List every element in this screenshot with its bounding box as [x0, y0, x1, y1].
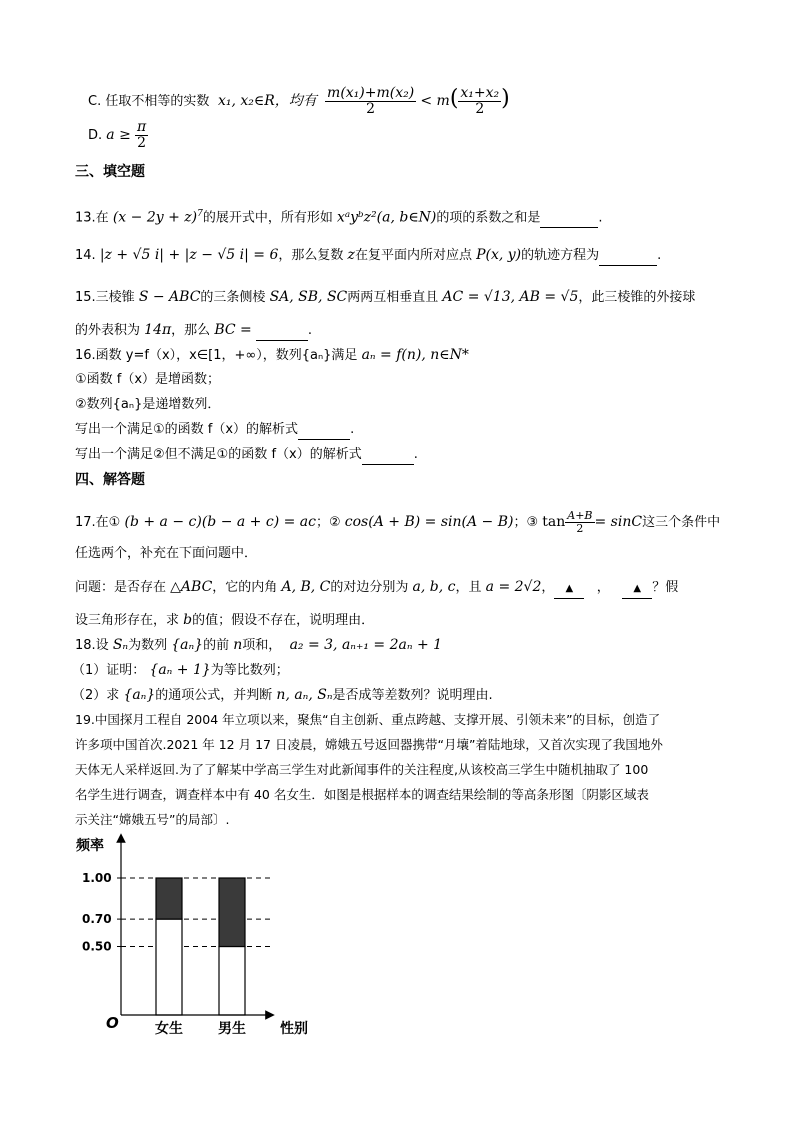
q17-text-l4a: 设三角形存在，求: [75, 613, 180, 628]
question-19-line-3: 天体无人采样返回.为了了解某中学高三学生对此新闻事件的关注程度,从该校高三学生中随机抽取了 100: [75, 762, 649, 777]
q15-end: .: [307, 323, 313, 338]
q16-answer-blank-1[interactable]: [298, 421, 350, 440]
q14-point: P(x, y): [476, 247, 522, 263]
q17-condition-3: = sinC: [594, 514, 643, 530]
q17-text-l3a: 问题：是否存在: [75, 580, 167, 595]
q17-text-l3c: ，它的内角: [212, 580, 278, 595]
question-14: [75, 246, 661, 266]
q15-edges: SA, SB, SC: [269, 289, 348, 305]
q17-text-e: ；③: [513, 515, 539, 530]
question-18-line-3: [72, 686, 493, 705]
section-title-fill-blank: 三、填空题: [75, 164, 145, 180]
q17-condition-2: cos(A + B) = sin(A − B): [344, 514, 514, 530]
q15-text-g: ，此三棱锥的外接球: [578, 290, 696, 305]
q17-text-i: 这三个条件中: [642, 515, 721, 530]
q16-text-a: 16.函数 y=f（x），x∈[1，+∞），数列{aₙ}满足: [75, 348, 358, 363]
q15-text-c: 的三条侧棱: [200, 290, 266, 305]
question-17-line-3: [75, 578, 678, 599]
q18-text-l3e: 是否成等差数列？说明理由.: [332, 688, 493, 703]
q15-text-l2a: 的外表积为: [75, 323, 141, 338]
y-axis-label: 频率: [76, 838, 104, 854]
chart-category-labels: [155, 1020, 246, 1037]
q17-triangle-mark-1: ▲: [565, 583, 574, 594]
question-13: [75, 205, 603, 228]
q15-answer-blank[interactable]: [256, 322, 308, 341]
chart-tick-labels: [82, 871, 112, 954]
q18-n: n: [233, 637, 243, 653]
chart-bars: [156, 878, 245, 1015]
q18-text-l2a: （1）证明：: [72, 663, 146, 678]
q17-blank-1[interactable]: [554, 579, 584, 599]
q17-triangle: △ABC: [170, 579, 213, 595]
q16-text-l4: 写出一个满足①的函数 f（x）的解析式: [75, 422, 299, 437]
q18-text-g: 项和，: [242, 638, 282, 653]
option-c-vars: x₁, x₂: [217, 93, 254, 109]
q17-triangle-mark-2: ▲: [633, 583, 642, 594]
category-label: 男生: [218, 1021, 246, 1037]
chart-grid: [117, 878, 270, 947]
bar-segment-1-1: [156, 919, 182, 1015]
q18-sn: Sₙ: [112, 637, 129, 653]
q13-term: xᵃyᵇz²(a, b∈N): [337, 209, 437, 226]
option-d: [88, 120, 148, 151]
bar-segment-2-1: [219, 947, 245, 1016]
question-18-line-2: [72, 661, 289, 680]
q18-seq-2: {aₙ}: [123, 687, 156, 703]
q18-text-l3a: （2）求: [72, 688, 120, 703]
q13-text-a: 13.在: [75, 210, 109, 226]
bar-segment-2-2: [219, 878, 245, 947]
q18-text-e: 的前: [203, 638, 230, 653]
question-19-line-4: 名学生进行调查，调查样本中有 40 名女生．如图是根据样本的调查结果绘制的等高条形图〔阴影区域表: [75, 787, 649, 802]
q15-bc: BC =: [214, 322, 252, 338]
q14-end: .: [657, 248, 662, 263]
q15-lengths: AC = √13, AB = √5: [442, 289, 579, 305]
q18-seq: {aₙ}: [171, 637, 204, 653]
option-c-fraction-2: $\frac{\text{x₁+x₂}}{2}$: [460, 85, 500, 117]
q13-text-b: 的展开式中，所有形如: [202, 210, 333, 226]
q16-l4-end: .: [350, 422, 355, 437]
q17-a-value: a = 2√2: [485, 579, 542, 595]
q17-text-c: ；②: [315, 515, 341, 530]
q17-tan: tan: [542, 514, 566, 530]
bar-segment-1-2: [156, 878, 182, 919]
q16-l5-end: .: [413, 447, 418, 462]
y-tick-label: 1.00: [82, 871, 112, 885]
q13-end: .: [598, 210, 603, 226]
option-c-prefix: C. 任取不相等的实数: [88, 94, 210, 109]
question-17-line-4: [75, 611, 374, 630]
origin-label: O: [106, 1014, 119, 1032]
question-19-line-5: 示关注“嫦娥五号”的局部〕.: [75, 812, 230, 827]
q17-text-l3j: ，: [596, 580, 610, 595]
q15-area: 14π: [144, 322, 172, 338]
question-19-line-2: 许多项中国首次.2021 年 12 月 17 日凌晨，嫦娥五号返回器携带“月壤”着陆地球，又首次实现了我国地外: [75, 737, 663, 752]
q17-angles: A, B, C: [281, 579, 331, 595]
category-label: 女生: [155, 1021, 183, 1037]
q17-b: b: [183, 612, 193, 628]
q14-text-d: 的轨迹方程为: [521, 248, 600, 263]
question-18-line-1: [75, 636, 442, 655]
question-16-line-5: [75, 446, 418, 465]
q16-answer-blank-2[interactable]: [362, 446, 414, 465]
q18-text-c: 为数列: [128, 638, 168, 653]
q15-text-a: 15.三棱锥: [75, 290, 135, 305]
option-c-lt: < m: [420, 93, 450, 109]
q16-formula: aₙ = f(n), n∈N*: [361, 347, 469, 363]
option-d-prefix: D.: [88, 128, 103, 143]
q14-text-b: ，那么复数: [278, 248, 344, 263]
q18-recurrence: a₂ = 3, aₙ₊₁ = 2aₙ + 1: [289, 637, 443, 653]
q14-expr: |z + √5 i| + |z − √5 i| = 6: [99, 247, 279, 263]
q15-text-e: 两两互相垂直且: [347, 290, 439, 305]
question-16-line-1: [75, 346, 469, 365]
q15-text-l2c: ，那么: [171, 323, 211, 338]
q14-z: z: [347, 247, 355, 263]
q14-text-c: 在复平面内所对应点: [354, 248, 472, 263]
stacked-bar-chart: [70, 830, 330, 1045]
question-15-line-1: [75, 288, 695, 307]
q17-text-l3g: ，且: [455, 580, 482, 595]
q17-text-l3i: ，: [541, 580, 555, 595]
x-axis-label: 性别: [280, 1021, 308, 1037]
q18-text-l2c: 为等比数列；: [210, 663, 289, 678]
q14-answer-blank[interactable]: [599, 247, 657, 266]
y-tick-label: 0.70: [82, 912, 112, 927]
question-19-line-1: 19.中国探月工程自 2004 年立项以来，聚焦“自主创新、重点跨越、支撑开展、引领未来”的目标，创造了: [75, 712, 661, 727]
q17-condition-1: (b + a − c)(b − a + c) = ac: [124, 514, 316, 530]
section-title-answer: 四、解答题: [75, 472, 145, 488]
q17-text-a: 17.在①: [75, 515, 121, 530]
option-d-lhs: a ≥: [106, 127, 131, 143]
q18-text-l3c: 的通项公式，并判断: [155, 688, 273, 703]
question-16-line-2: ①函数 f（x）是增函数；: [75, 372, 221, 387]
q18-terms: n, aₙ, Sₙ: [276, 687, 333, 703]
q17-text-l3k: ？假: [652, 580, 679, 595]
option-c: C. 任取不相等的实数 x₁, x₂∈R，均有 $\frac{\text{m(x₁)+m(x₂)}}{2}$ < m( $\frac{\text{x₁+x₂}}{2}$ ): [88, 85, 510, 117]
q18-geo-seq: {aₙ + 1}: [149, 662, 211, 678]
q13-expr: (x − 2y + z): [112, 209, 198, 226]
option-c-fraction-1: $\frac{\text{m(x₁)+m(x₂)}}{2}$: [327, 85, 415, 117]
question-17-line-1: [75, 508, 720, 537]
y-tick-label: 0.50: [82, 939, 112, 954]
option-c-cond: ∈R，均有: [253, 93, 317, 109]
q13-answer-blank[interactable]: [540, 209, 598, 228]
q15-pyramid: S − ABC: [138, 289, 201, 305]
q18-text-a: 18.设: [75, 638, 109, 653]
question-16-line-4: [75, 421, 354, 440]
q17-sides: a, b, c: [412, 579, 456, 595]
question-17-line-2: 任选两个，补充在下面问题中．: [75, 546, 258, 561]
q17-text-l3e: 的对边分别为: [330, 580, 409, 595]
q17-fraction: $\frac{A+B}{2}$: [567, 509, 593, 535]
q13-text-c: 的项的系数之和是: [436, 210, 541, 226]
question-16-line-3: ②数列{aₙ}是递增数列．: [75, 397, 221, 412]
q16-text-l5: 写出一个满足②但不满足①的函数 f（x）的解析式: [75, 447, 362, 462]
q17-text-l4c: 的值；假设不存在，说明理由．: [192, 613, 375, 628]
q13-exponent: 7: [197, 209, 203, 219]
q17-blank-2[interactable]: [622, 579, 652, 599]
option-d-fraction: $\frac{\pi}{2}$: [136, 119, 147, 151]
question-15-line-2: [75, 321, 312, 341]
q14-text-a: 14.: [75, 248, 96, 263]
